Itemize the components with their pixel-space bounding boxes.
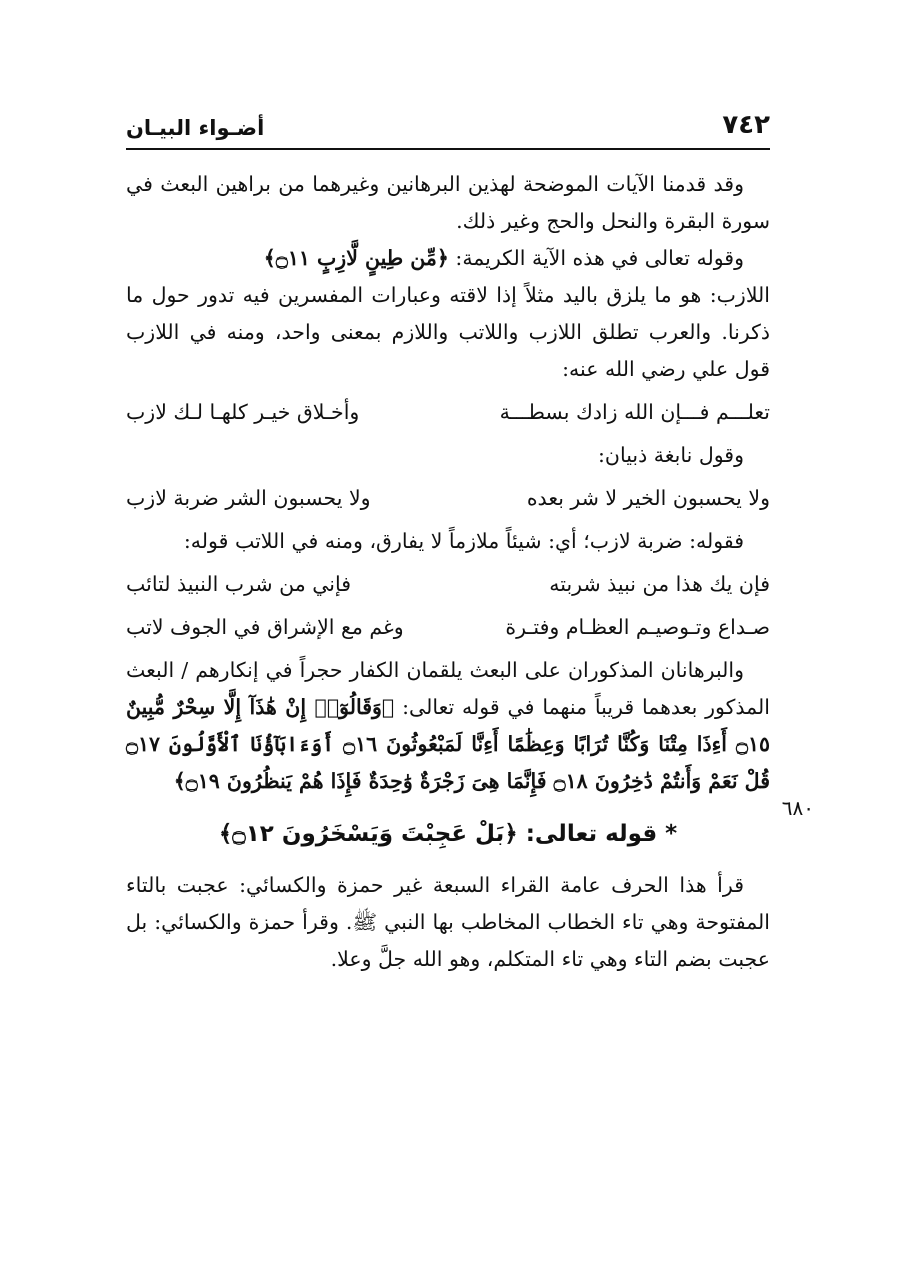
verse-1-second-hemistich: وأخـلاق خيـر كلهـا لـك لازب <box>126 400 360 424</box>
paragraph-1: وقد قدمنا الآيات الموضحة لهذين البرهانين وغيرهما من براهين البعث في سورة البقرة والنحل والحج وغير ذلك. <box>126 172 770 233</box>
heading-quran-quote: ﴿بَلْ عَجِبْتَ وَيَسْخَرُونَ ۝١٢﴾ <box>218 821 518 847</box>
paragraph-3: اللازب: هو ما يلزق باليد مثلاً إذا لاقته وعبارات المفسرين فيه تدور حول ما ذكرنا. والعرب تطلق اللازب واللاتب واللازم بمعنى واحد، ومنه في اللازب قول علي رضي الله عنه: <box>126 283 770 381</box>
verse-2-first-hemistich: ولا يحسبون الخير لا شر بعده <box>526 486 770 510</box>
quran-quote: ﴿مِّن طِينٍ لَّازِبٍ ۝١١﴾ <box>263 246 449 270</box>
verse-2-second-hemistich: ولا يحسبون الشر ضربة لازب <box>126 486 371 510</box>
verse-3-second-hemistich: فإني من شرب النبيذ لتائب <box>126 572 352 596</box>
page-number: ٧٤٢ <box>722 110 770 140</box>
section-heading <box>126 816 770 853</box>
paragraph-2-intro: وقوله تعالى في هذه الآية الكريمة: <box>455 246 744 270</box>
verse-1-first-hemistich: تعلـــم فـــإن الله زادك بسطـــة <box>499 400 770 424</box>
margin-page-reference: ٦٨٠ <box>781 796 814 820</box>
poetry-verse-4 <box>126 609 770 646</box>
poetry-verse-3 <box>126 566 770 603</box>
paragraph-6 <box>126 652 770 800</box>
paragraph-4: وقول نابغة ذبيان: <box>598 443 744 467</box>
paragraph-6-text: والبرهانان المذكوران على البعث يلقمان الكفار حجراً في إنكارهم / البعث المذكور بعدهما قريباً منهما في قوله تعالى: <box>126 658 770 719</box>
heading-prefix: * قوله تعالى: <box>525 821 678 847</box>
paragraph-7: قرأ هذا الحرف عامة القراء السبعة غير حمزة والكسائي: عجبت بالتاء المفتوحة وهي تاء الخطاب المخاطب بها النبي ﷺ. وقرأ حمزة والكسائي: بل عجبت بضم التاء وهي تاء المتكلم، وهو الله جلَّ وعلا. <box>126 873 770 971</box>
page-header <box>126 108 770 150</box>
quran-passage: ﴿وَقَالُوٓا۟ إِنْ هَٰذَآ إِلَّا سِحْرٌ مُّبِينٌ ۝١٥ أَءِذَا مِتْنَا وَكُنَّا تُرَابًا وَعِظَٰمًا أَءِنَّا لَمَبْعُوثُونَ ۝١٦ أَوَءَابَآؤُنَا ٱلْأَوَّلُونَ ۝١٧ قُلْ نَعَمْ وَأَنتُمْ دَٰخِرُونَ ۝١٨ فَإِنَّمَا هِىَ زَجْرَةٌ وَٰحِدَةٌ فَإِذَا هُمْ يَنظُرُونَ ۝١٩﴾ <box>126 695 770 793</box>
poetry-verse-2 <box>126 480 770 517</box>
paragraph-5: فقوله: ضربة لازب؛ أي: شيئاً ملازماً لا يفارق، ومنه في اللاتب قوله: <box>183 529 744 553</box>
paragraph-2 <box>126 240 770 277</box>
body-text <box>126 166 770 978</box>
verse-3-first-hemistich: فإن يك هذا من نبيذ شربته <box>549 572 770 596</box>
verse-4-second-hemistich: وغم مع الإشراق في الجوف لاتب <box>126 615 404 639</box>
poetry-verse-1 <box>126 394 770 431</box>
verse-4-first-hemistich: صـداع وتـوصيـم العظـام وفتـرة <box>505 615 770 639</box>
book-title: أضـواء البيـان <box>126 116 265 140</box>
